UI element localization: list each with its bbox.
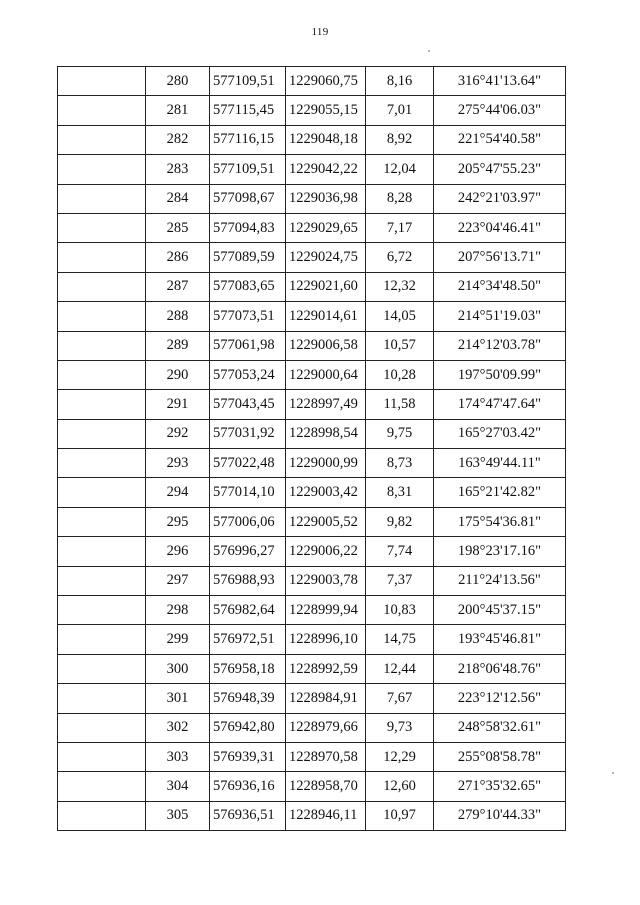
- y-coordinate-cell: 1228992,59: [286, 654, 366, 683]
- point-number-cell: 294: [146, 478, 210, 507]
- coordinates-table-body: [58, 67, 566, 831]
- empty-cell: [58, 654, 146, 683]
- x-coordinate-cell: 576942,80: [210, 713, 286, 742]
- table-row: [58, 360, 566, 389]
- y-coordinate-cell: 1228984,91: [286, 684, 366, 713]
- x-coordinate-cell: 577031,92: [210, 419, 286, 448]
- empty-cell: [58, 801, 146, 830]
- distance-cell: 12,32: [366, 272, 434, 301]
- page-number: 119: [311, 26, 329, 38]
- table-row: [58, 596, 566, 625]
- empty-cell: [58, 566, 146, 595]
- distance-cell: 6,72: [366, 243, 434, 272]
- empty-cell: [58, 67, 146, 96]
- direction-angle-cell: 163°49'44.11": [434, 449, 566, 478]
- table-row: [58, 537, 566, 566]
- y-coordinate-cell: 1229003,78: [286, 566, 366, 595]
- direction-angle-cell: 223°12'12.56": [434, 684, 566, 713]
- x-coordinate-cell: 576936,16: [210, 772, 286, 801]
- y-coordinate-cell: 1229060,75: [286, 67, 366, 96]
- empty-cell: [58, 507, 146, 536]
- y-coordinate-cell: 1228958,70: [286, 772, 366, 801]
- distance-cell: 7,74: [366, 537, 434, 566]
- scan-speck: [612, 772, 614, 774]
- table-row: [58, 478, 566, 507]
- point-number-cell: 291: [146, 390, 210, 419]
- distance-cell: 7,17: [366, 213, 434, 242]
- x-coordinate-cell: 577014,10: [210, 478, 286, 507]
- distance-cell: 9,73: [366, 713, 434, 742]
- distance-cell: 12,60: [366, 772, 434, 801]
- x-coordinate-cell: 577043,45: [210, 390, 286, 419]
- table-row: [58, 125, 566, 154]
- direction-angle-cell: 197°50'09.99": [434, 360, 566, 389]
- point-number-cell: 284: [146, 184, 210, 213]
- table-row: [58, 67, 566, 96]
- table-row: [58, 449, 566, 478]
- x-coordinate-cell: 577053,24: [210, 360, 286, 389]
- table-row: [58, 654, 566, 683]
- direction-angle-cell: 205°47'55.23": [434, 155, 566, 184]
- point-number-cell: 281: [146, 96, 210, 125]
- empty-cell: [58, 360, 146, 389]
- point-number-cell: 287: [146, 272, 210, 301]
- table-row: [58, 713, 566, 742]
- table-row: [58, 302, 566, 331]
- direction-angle-cell: 248°58'32.61": [434, 713, 566, 742]
- point-number-cell: 292: [146, 419, 210, 448]
- direction-angle-cell: 211°24'13.56": [434, 566, 566, 595]
- x-coordinate-cell: 577098,67: [210, 184, 286, 213]
- distance-cell: 8,16: [366, 67, 434, 96]
- empty-cell: [58, 96, 146, 125]
- x-coordinate-cell: 576982,64: [210, 596, 286, 625]
- point-number-cell: 300: [146, 654, 210, 683]
- point-number-cell: 296: [146, 537, 210, 566]
- direction-angle-cell: 175°54'36.81": [434, 507, 566, 536]
- empty-cell: [58, 596, 146, 625]
- distance-cell: 10,97: [366, 801, 434, 830]
- y-coordinate-cell: 1229048,18: [286, 125, 366, 154]
- distance-cell: 9,82: [366, 507, 434, 536]
- x-coordinate-cell: 577061,98: [210, 331, 286, 360]
- direction-angle-cell: 221°54'40.58": [434, 125, 566, 154]
- table-row: [58, 684, 566, 713]
- point-number-cell: 290: [146, 360, 210, 389]
- direction-angle-cell: 214°34'48.50": [434, 272, 566, 301]
- x-coordinate-cell: 577022,48: [210, 449, 286, 478]
- distance-cell: 7,37: [366, 566, 434, 595]
- empty-cell: [58, 331, 146, 360]
- direction-angle-cell: 214°51'19.03": [434, 302, 566, 331]
- distance-cell: 11,58: [366, 390, 434, 419]
- table-row: [58, 625, 566, 654]
- distance-cell: 12,29: [366, 742, 434, 771]
- empty-cell: [58, 243, 146, 272]
- empty-cell: [58, 684, 146, 713]
- x-coordinate-cell: 577109,51: [210, 67, 286, 96]
- empty-cell: [58, 390, 146, 419]
- point-number-cell: 299: [146, 625, 210, 654]
- x-coordinate-cell: 577109,51: [210, 155, 286, 184]
- point-number-cell: 295: [146, 507, 210, 536]
- y-coordinate-cell: 1229055,15: [286, 96, 366, 125]
- point-number-cell: 286: [146, 243, 210, 272]
- distance-cell: 14,05: [366, 302, 434, 331]
- point-number-cell: 282: [146, 125, 210, 154]
- y-coordinate-cell: 1229029,65: [286, 213, 366, 242]
- distance-cell: 8,92: [366, 125, 434, 154]
- empty-cell: [58, 449, 146, 478]
- table-row: [58, 419, 566, 448]
- direction-angle-cell: 255°08'58.78": [434, 742, 566, 771]
- empty-cell: [58, 155, 146, 184]
- table-row: [58, 507, 566, 536]
- table-row: [58, 801, 566, 830]
- table-row: [58, 155, 566, 184]
- empty-cell: [58, 419, 146, 448]
- x-coordinate-cell: 577006,06: [210, 507, 286, 536]
- empty-cell: [58, 537, 146, 566]
- direction-angle-cell: 223°04'46.41": [434, 213, 566, 242]
- point-number-cell: 302: [146, 713, 210, 742]
- x-coordinate-cell: 577083,65: [210, 272, 286, 301]
- x-coordinate-cell: 576972,51: [210, 625, 286, 654]
- y-coordinate-cell: 1228970,58: [286, 742, 366, 771]
- y-coordinate-cell: 1229014,61: [286, 302, 366, 331]
- direction-angle-cell: 279°10'44.33": [434, 801, 566, 830]
- distance-cell: 7,67: [366, 684, 434, 713]
- direction-angle-cell: 165°21'42.82": [434, 478, 566, 507]
- x-coordinate-cell: 576936,51: [210, 801, 286, 830]
- empty-cell: [58, 184, 146, 213]
- point-number-cell: 304: [146, 772, 210, 801]
- direction-angle-cell: 275°44'06.03": [434, 96, 566, 125]
- x-coordinate-cell: 576958,18: [210, 654, 286, 683]
- point-number-cell: 293: [146, 449, 210, 478]
- distance-cell: 14,75: [366, 625, 434, 654]
- table-row: [58, 566, 566, 595]
- distance-cell: 10,83: [366, 596, 434, 625]
- table-row: [58, 331, 566, 360]
- empty-cell: [58, 125, 146, 154]
- y-coordinate-cell: 1228998,54: [286, 419, 366, 448]
- x-coordinate-cell: 577115,45: [210, 96, 286, 125]
- empty-cell: [58, 478, 146, 507]
- distance-cell: 10,28: [366, 360, 434, 389]
- x-coordinate-cell: 577094,83: [210, 213, 286, 242]
- table-row: [58, 96, 566, 125]
- distance-cell: 9,75: [366, 419, 434, 448]
- direction-angle-cell: 174°47'47.64": [434, 390, 566, 419]
- table-row: [58, 390, 566, 419]
- distance-cell: 12,04: [366, 155, 434, 184]
- empty-cell: [58, 772, 146, 801]
- table-row: [58, 272, 566, 301]
- distance-cell: 8,28: [366, 184, 434, 213]
- point-number-cell: 305: [146, 801, 210, 830]
- y-coordinate-cell: 1228999,94: [286, 596, 366, 625]
- point-number-cell: 280: [146, 67, 210, 96]
- x-coordinate-cell: 576996,27: [210, 537, 286, 566]
- x-coordinate-cell: 577116,15: [210, 125, 286, 154]
- x-coordinate-cell: 576988,93: [210, 566, 286, 595]
- y-coordinate-cell: 1229021,60: [286, 272, 366, 301]
- point-number-cell: 285: [146, 213, 210, 242]
- y-coordinate-cell: 1228996,10: [286, 625, 366, 654]
- empty-cell: [58, 302, 146, 331]
- direction-angle-cell: 165°27'03.42": [434, 419, 566, 448]
- direction-angle-cell: 218°06'48.76": [434, 654, 566, 683]
- table-row: [58, 742, 566, 771]
- y-coordinate-cell: 1229006,22: [286, 537, 366, 566]
- empty-cell: [58, 272, 146, 301]
- table-row: [58, 184, 566, 213]
- point-number-cell: 298: [146, 596, 210, 625]
- point-number-cell: 289: [146, 331, 210, 360]
- y-coordinate-cell: 1228997,49: [286, 390, 366, 419]
- table-row: [58, 243, 566, 272]
- empty-cell: [58, 625, 146, 654]
- empty-cell: [58, 742, 146, 771]
- table-row: [58, 213, 566, 242]
- distance-cell: 8,73: [366, 449, 434, 478]
- y-coordinate-cell: 1229000,99: [286, 449, 366, 478]
- table-row: [58, 772, 566, 801]
- direction-angle-cell: 242°21'03.97": [434, 184, 566, 213]
- point-number-cell: 301: [146, 684, 210, 713]
- direction-angle-cell: 207°56'13.71": [434, 243, 566, 272]
- y-coordinate-cell: 1229042,22: [286, 155, 366, 184]
- direction-angle-cell: 316°41'13.64": [434, 67, 566, 96]
- distance-cell: 7,01: [366, 96, 434, 125]
- y-coordinate-cell: 1229036,98: [286, 184, 366, 213]
- scan-speck: [428, 50, 430, 52]
- y-coordinate-cell: 1229000,64: [286, 360, 366, 389]
- x-coordinate-cell: 577073,51: [210, 302, 286, 331]
- direction-angle-cell: 198°23'17.16": [434, 537, 566, 566]
- y-coordinate-cell: 1228979,66: [286, 713, 366, 742]
- x-coordinate-cell: 577089,59: [210, 243, 286, 272]
- direction-angle-cell: 214°12'03.78": [434, 331, 566, 360]
- distance-cell: 8,31: [366, 478, 434, 507]
- x-coordinate-cell: 576948,39: [210, 684, 286, 713]
- direction-angle-cell: 193°45'46.81": [434, 625, 566, 654]
- point-number-cell: 288: [146, 302, 210, 331]
- coordinates-table-container: [57, 66, 565, 831]
- empty-cell: [58, 213, 146, 242]
- coordinates-table: [57, 66, 566, 831]
- direction-angle-cell: 271°35'32.65": [434, 772, 566, 801]
- y-coordinate-cell: 1228946,11: [286, 801, 366, 830]
- y-coordinate-cell: 1229005,52: [286, 507, 366, 536]
- y-coordinate-cell: 1229006,58: [286, 331, 366, 360]
- y-coordinate-cell: 1229003,42: [286, 478, 366, 507]
- empty-cell: [58, 713, 146, 742]
- point-number-cell: 303: [146, 742, 210, 771]
- distance-cell: 12,44: [366, 654, 434, 683]
- distance-cell: 10,57: [366, 331, 434, 360]
- point-number-cell: 283: [146, 155, 210, 184]
- direction-angle-cell: 200°45'37.15": [434, 596, 566, 625]
- x-coordinate-cell: 576939,31: [210, 742, 286, 771]
- y-coordinate-cell: 1229024,75: [286, 243, 366, 272]
- point-number-cell: 297: [146, 566, 210, 595]
